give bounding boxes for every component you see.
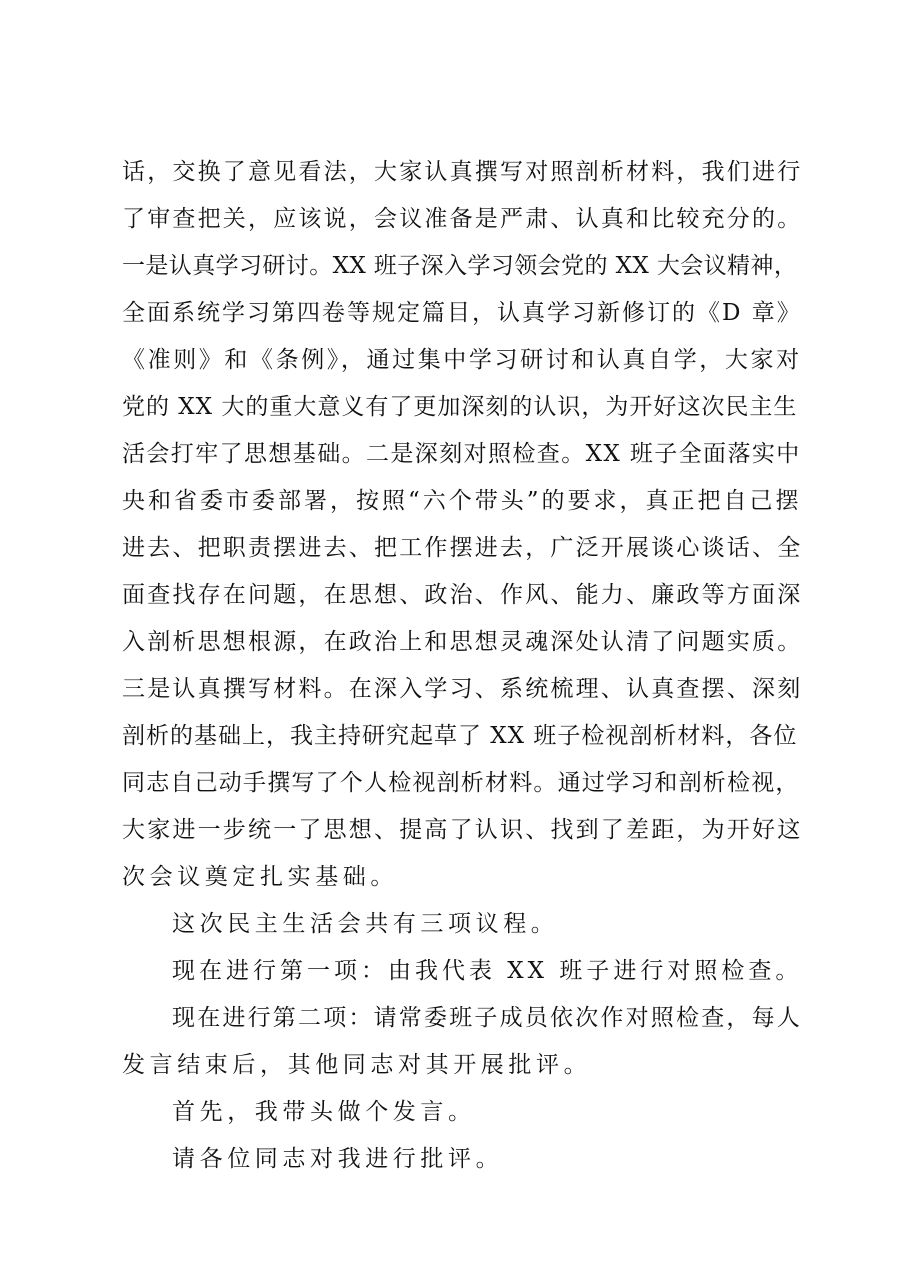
text-line: 话，交换了意见看法，大家认真撰写对照剖析材料，我们进行 [122,159,803,185]
text-line: 活会打牢了思想基础。二是深刻对照检查。XX 班子全面落实中 [122,441,801,467]
text-line: 央和省委市委部署，按照“六个带头”的要求，真正把自己摆 [122,488,802,514]
text-line: 全面系统学习第四卷等规定篇目，认真学习新修订的《D 章》 [122,300,802,326]
text-line: 剖析的基础上，我主持研究起草了 XX 班子检视剖析材料，各位 [122,723,798,749]
text-line: 进去、把职责摆进去、把工作摆进去，广泛开展谈心谈话、全 [122,535,803,561]
text-line: 《准则》和《条例》，通过集中学习研讨和认真自学，大家对 [122,347,802,373]
text-line: 三是认真撰写材料。在深入学习、系统梳理、认真查摆、深刻 [122,676,803,702]
paragraph-first-line: 现在进行第一项：由我代表 XX 班子进行对照检查。 [172,958,803,984]
text-line: 同志自己动手撰写了个人检视剖析材料。通过学习和剖析检视， [122,770,800,796]
paragraph-first-line: 请各位同志对我进行批评。 [172,1146,504,1172]
paragraph-first-line: 现在进行第二项：请常委班子成员依次作对照检查，每人 [172,1005,802,1031]
text-line: 了审查把关，应该说，会议准备是严肃、认真和比较充分的。 [122,206,803,232]
paragraph-first-line: 这次民主生活会共有三项议程。 [172,911,559,937]
text-line: 发言结束后，其他同志对其开展批评。 [122,1052,592,1078]
text-line: 党的 XX 大的重大意义有了更加深刻的认识，为开好这次民主生 [122,394,798,420]
text-line: 入剖析思想根源，在政治上和思想灵魂深处认清了问题实质。 [122,629,803,655]
paragraph-first-line: 首先，我带头做个发言。 [172,1099,476,1125]
text-line: 面查找存在问题，在思想、政治、作风、能力、廉政等方面深 [122,582,803,608]
text-line: 一是认真学习研讨。XX 班子深入学习领会党的 XX 大会议精神， [122,253,798,279]
text-line: 大家进一步统一了思想、提高了认识、找到了差距，为开好这 [122,817,803,843]
text-line: 次会议奠定扎实基础。 [122,864,398,890]
